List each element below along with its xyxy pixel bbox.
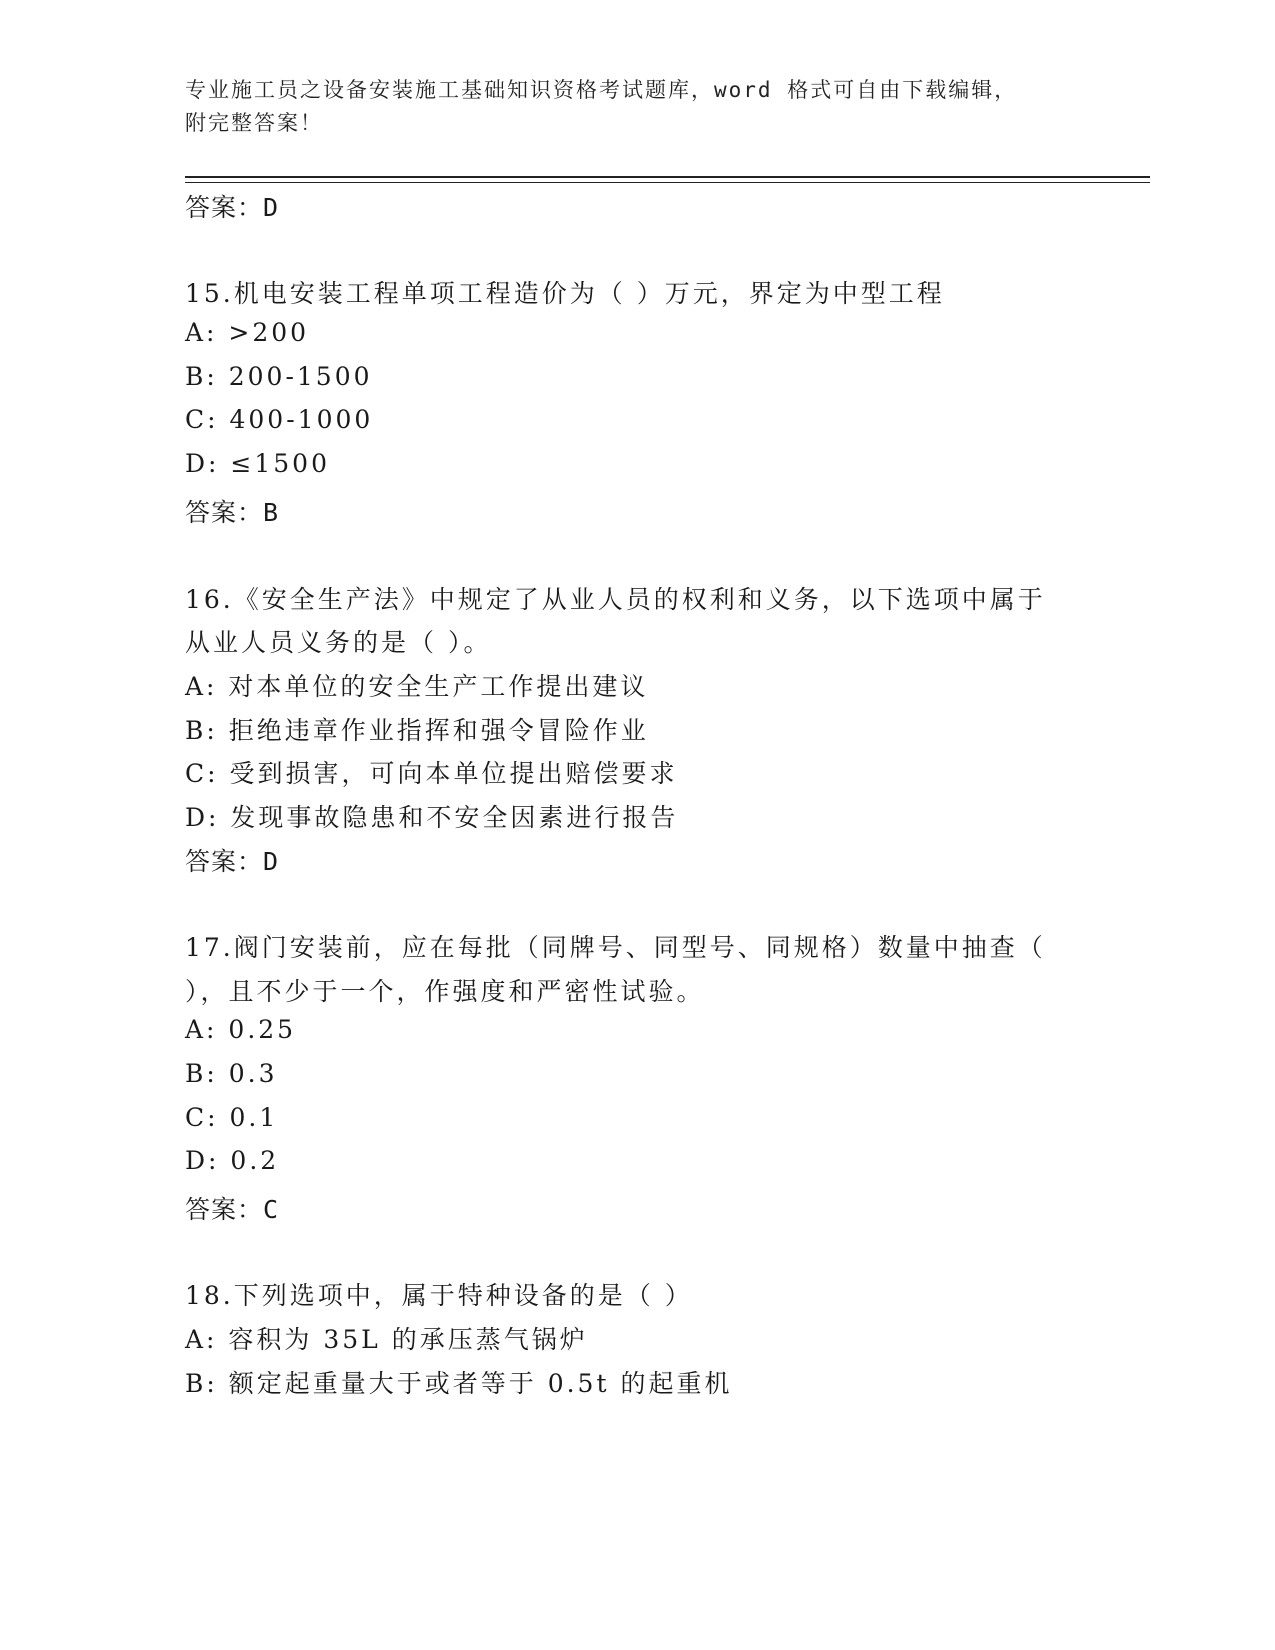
question-17-option-b: B: 0.3 [185,1059,278,1088]
question-18-option-a: A: 容积为 35L 的承压蒸气锅炉 [185,1325,588,1354]
document-header [185,74,1065,140]
question-17-option-c: C: 0.1 [185,1103,279,1132]
question-16-stem-line-2: 从业人员义务的是（ ）。 [185,628,492,657]
question-17-stem-line-2: ），且不少于一个，作强度和严密性试验。 [185,977,705,1006]
question-18-stem: 18.下列选项中，属于特种设备的是（ ） [185,1281,693,1310]
question-15-option-c: C: 400-1000 [185,405,374,434]
header-rule-thick [185,176,1150,178]
question-15-option-d: D: ≤1500 [185,449,330,478]
question-16-stem-line-1: 16.《安全生产法》中规定了从业人员的权利和义务，以下选项中属于 [185,585,1046,614]
question-17-option-d: D: 0.2 [185,1146,280,1175]
header-rule-thin [185,182,1150,183]
question-16-option-a: A: 对本单位的安全生产工作提出建议 [185,672,649,701]
header-line-2: 附完整答案！ [185,111,323,135]
question-16-option-d: D: 发现事故隐患和不安全因素进行报告 [185,803,679,832]
question-18-option-b: B: 额定起重量大于或者等于 0.5t 的起重机 [185,1369,733,1398]
question-16-option-c: C: 受到损害，可向本单位提出赔偿要求 [185,759,678,788]
answer-15: 答案：B [185,498,280,527]
question-15-option-b: B: 200-1500 [185,362,373,391]
question-17-stem-line-1: 17.阀门安装前，应在每批（同牌号、同型号、同规格）数量中抽查（ [185,933,1046,962]
question-15-stem: 15.机电安装工程单项工程造价为（ ）万元，界定为中型工程 [185,279,945,308]
answer-17: 答案：C [185,1195,280,1224]
answer-16: 答案：D [185,847,280,876]
answer-14: 答案：D [185,193,280,222]
question-17-option-a: A: 0.25 [185,1015,297,1044]
header-line-1: 专业施工员之设备安装施工基础知识资格考试题库，word 格式可自由下载编辑， [185,78,1018,102]
question-16-option-b: B: 拒绝违章作业指挥和强令冒险作业 [185,716,649,745]
question-15-option-a: A: >200 [185,318,310,347]
